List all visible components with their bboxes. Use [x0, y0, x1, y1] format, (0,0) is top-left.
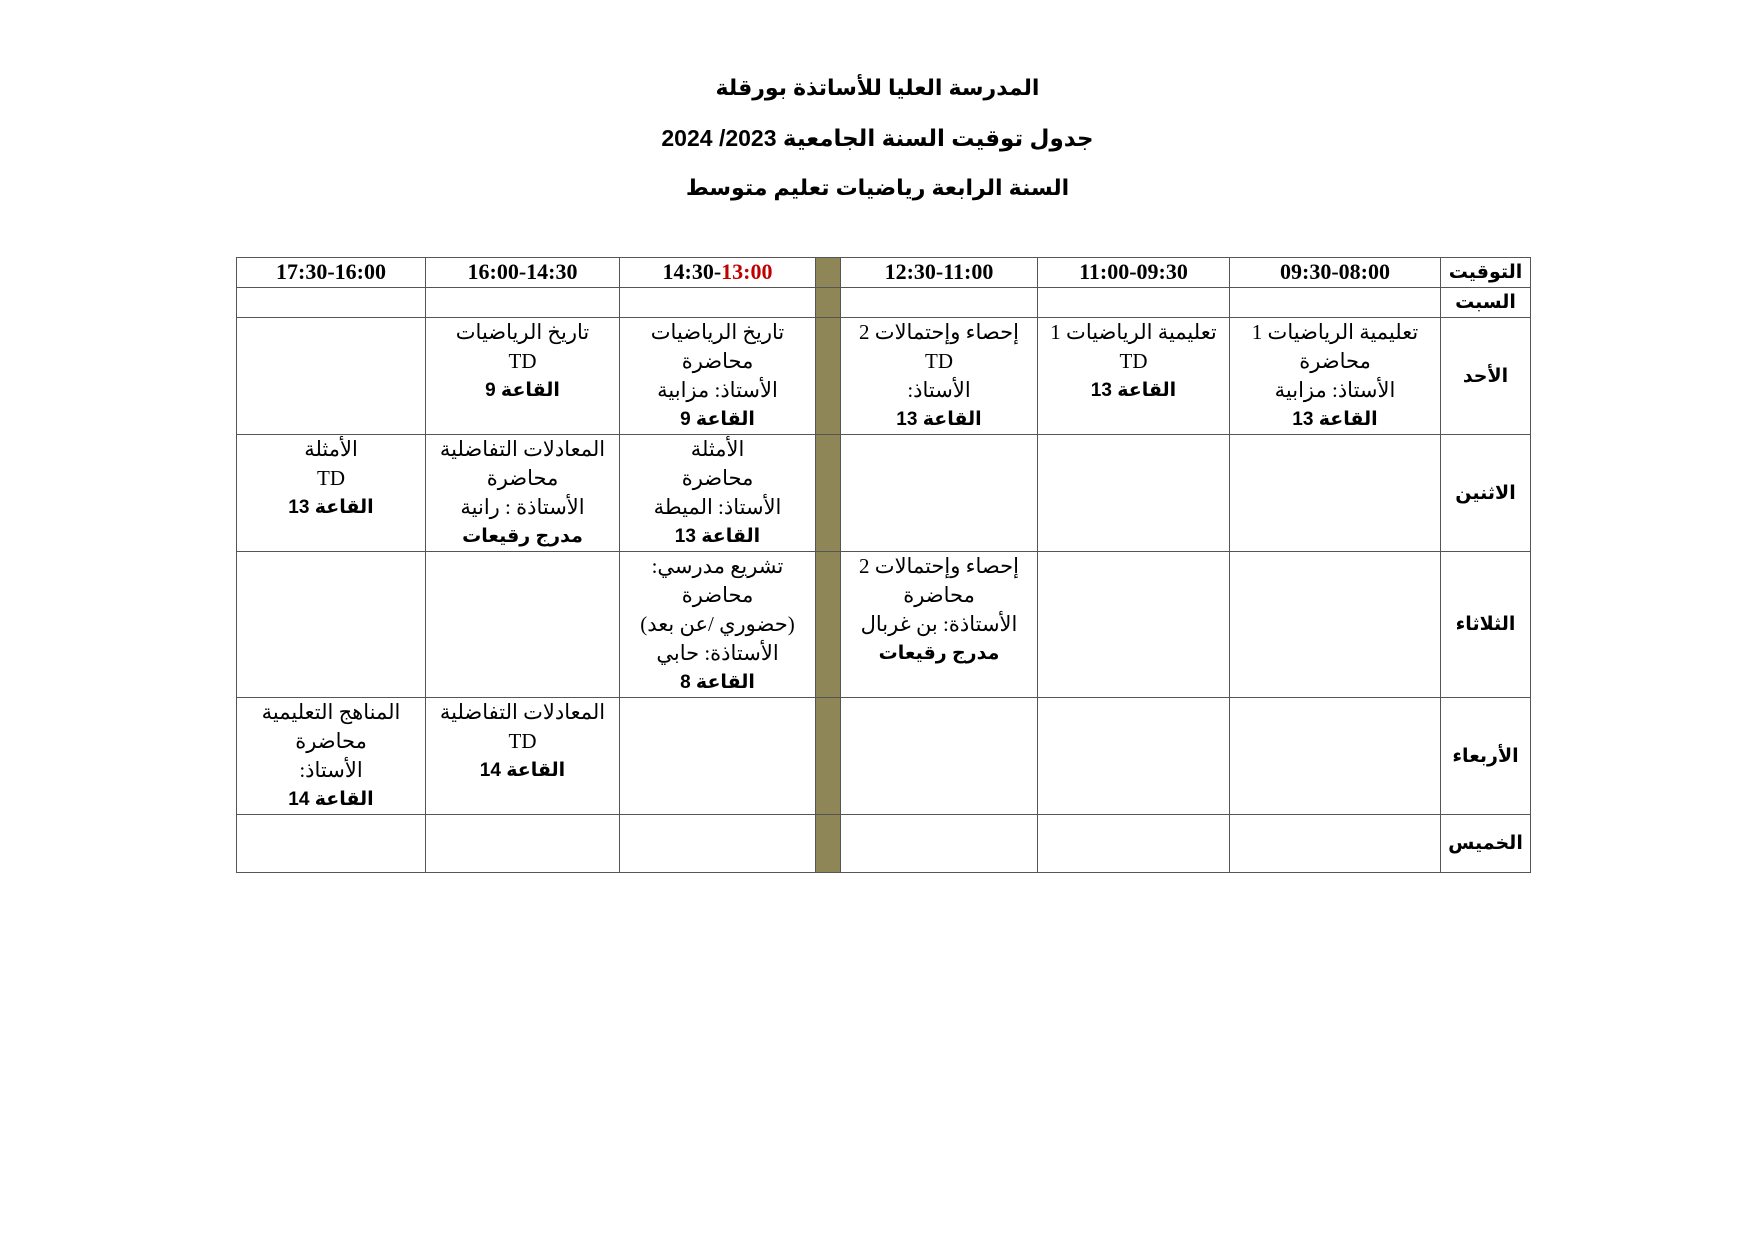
session-line: الأستاذ: مزابية	[657, 378, 778, 402]
time-slot-header	[426, 258, 620, 288]
session-cell	[841, 698, 1038, 815]
session-line: (حضوري /عن بعد)	[640, 612, 795, 636]
day-name: الثلاثاء	[1455, 614, 1516, 635]
time-label: التوقيت	[1448, 262, 1523, 283]
session-cell	[237, 288, 426, 318]
time-slot-label: 11:00-09:30	[1079, 259, 1188, 284]
day-row	[237, 318, 1531, 435]
time-slot-label: 17:30-16:00	[276, 259, 386, 284]
session-cell	[237, 435, 426, 552]
time-slot-header	[1230, 258, 1441, 288]
session-line: TD	[925, 349, 953, 373]
session-cell	[426, 288, 620, 318]
day-row	[237, 552, 1531, 698]
session-line: إحصاء وإحتمالات 2	[859, 320, 1019, 344]
day-name-cell	[1441, 698, 1531, 815]
session-cell	[1038, 698, 1230, 815]
session-line: المناهج التعليمية	[261, 700, 401, 724]
session-line: الأمثلة	[304, 437, 358, 461]
day-row	[237, 815, 1531, 873]
timetable	[236, 257, 1531, 873]
session-line: تشريع مدرسي:	[651, 554, 784, 578]
session-room: مدرج رقيعات	[462, 526, 583, 547]
session-cell	[1230, 815, 1441, 873]
session-line: تاريخ الرياضيات	[650, 320, 785, 344]
break-column	[816, 552, 841, 698]
session-cell	[1230, 552, 1441, 698]
session-line: الأستاذة : رانية	[460, 495, 585, 519]
session-cell	[620, 318, 816, 435]
session-cell	[1038, 815, 1230, 873]
day-name: الخميس	[1448, 833, 1523, 854]
session-room: القاعة 13	[1292, 409, 1378, 430]
day-name-cell	[1441, 815, 1531, 873]
session-room: القاعة 14	[288, 789, 374, 810]
session-cell	[1230, 318, 1441, 435]
session-line: الأمثلة	[690, 437, 745, 461]
session-room: القاعة 9	[485, 380, 560, 401]
session-room: القاعة 14	[479, 760, 566, 781]
time-slot-start: 13:00	[721, 259, 773, 284]
schedule-title: جدول توقيت السنة الجامعية 2023/ 2024	[661, 125, 1094, 151]
session-cell	[426, 815, 620, 873]
session-cell	[237, 552, 426, 698]
session-cell	[237, 318, 426, 435]
time-slot-header	[1038, 258, 1230, 288]
time-slot-header	[841, 258, 1038, 288]
session-line: المعادلات التفاضلية	[439, 437, 606, 461]
session-cell	[1230, 435, 1441, 552]
break-column	[816, 698, 841, 815]
day-name: السبت	[1455, 292, 1516, 313]
break-column	[816, 318, 841, 435]
time-slot-header	[620, 258, 816, 288]
session-room: القاعة 13	[674, 526, 761, 547]
header-row	[237, 258, 1531, 288]
class-title: السنة الرابعة رياضيات تعليم متوسط	[685, 175, 1070, 200]
day-name-cell	[1441, 435, 1531, 552]
time-slot-label: 09:30-08:00	[1280, 259, 1390, 284]
session-line: الأستاذة: حابي	[656, 641, 779, 665]
session-cell	[1038, 435, 1230, 552]
session-line: الأستاذ: الميطة	[653, 495, 782, 519]
day-row	[237, 698, 1531, 815]
session-cell	[841, 318, 1038, 435]
time-slot-header	[237, 258, 426, 288]
session-cell	[841, 435, 1038, 552]
session-room: القاعة 8	[680, 672, 755, 693]
day-name: الأحد	[1462, 365, 1509, 387]
session-cell	[1230, 698, 1441, 815]
day-name-cell	[1441, 552, 1531, 698]
session-line: تعليمية الرياضيات 1	[1050, 320, 1217, 344]
day-name: الاثنين	[1455, 482, 1516, 504]
session-cell	[620, 288, 816, 318]
session-line: الأستاذ: مزابية	[1274, 378, 1396, 402]
session-cell	[620, 815, 816, 873]
session-cell	[426, 318, 620, 435]
break-column	[816, 435, 841, 552]
session-cell	[841, 815, 1038, 873]
session-room: القاعة 13	[1090, 380, 1177, 401]
session-room: مدرج رقيعات	[878, 643, 1000, 664]
session-cell	[426, 435, 620, 552]
session-line: TD	[317, 466, 345, 490]
time-label-cell	[1441, 258, 1531, 288]
session-line: الأستاذ:	[907, 378, 971, 402]
session-line: تعليمية الرياضيات 1	[1251, 320, 1419, 344]
session-cell	[841, 552, 1038, 698]
break-column	[816, 288, 841, 318]
session-line: محاضرة	[486, 466, 559, 490]
session-cell	[841, 288, 1038, 318]
session-cell	[1230, 288, 1441, 318]
session-cell	[620, 698, 816, 815]
break-column	[816, 258, 841, 288]
session-line: الأستاذ:	[299, 758, 363, 782]
session-line: TD	[1119, 349, 1148, 373]
session-cell	[1038, 288, 1230, 318]
session-line: محاضرة	[295, 729, 367, 753]
session-line: TD	[508, 349, 537, 373]
session-line: محاضرة	[681, 583, 754, 607]
day-name-cell	[1441, 288, 1531, 318]
time-slot-end: 14:30-	[662, 259, 722, 284]
day-name: الأربعاء	[1452, 745, 1519, 767]
session-line: إحصاء وإحتمالات 2	[859, 554, 1019, 578]
session-line: المعادلات التفاضلية	[439, 700, 606, 724]
session-cell	[237, 815, 426, 873]
session-room: القاعة 9	[680, 409, 755, 430]
session-cell	[620, 552, 816, 698]
day-row	[237, 435, 1531, 552]
session-line: TD	[508, 729, 537, 753]
time-slot-label: 12:30-11:00	[884, 259, 994, 284]
session-cell	[1038, 552, 1230, 698]
session-cell	[1038, 318, 1230, 435]
session-cell	[237, 698, 426, 815]
session-line: تاريخ الرياضيات	[455, 320, 590, 344]
school-name: المدرسة العليا للأساتذة بورقلة	[715, 75, 1040, 100]
session-line: محاضرة	[1299, 349, 1371, 373]
session-room: القاعة 13	[288, 497, 374, 518]
session-line: محاضرة	[903, 583, 975, 607]
session-line: الأستاذة: بن غربال	[860, 612, 1018, 636]
session-cell	[620, 435, 816, 552]
day-name-cell	[1441, 318, 1531, 435]
session-line: محاضرة	[681, 466, 754, 490]
break-column	[816, 815, 841, 873]
session-cell	[426, 698, 620, 815]
session-room: القاعة 13	[896, 409, 982, 430]
session-line: محاضرة	[681, 349, 754, 373]
session-cell	[426, 552, 620, 698]
day-row	[237, 288, 1531, 318]
time-slot-label: 16:00-14:30	[467, 259, 578, 284]
